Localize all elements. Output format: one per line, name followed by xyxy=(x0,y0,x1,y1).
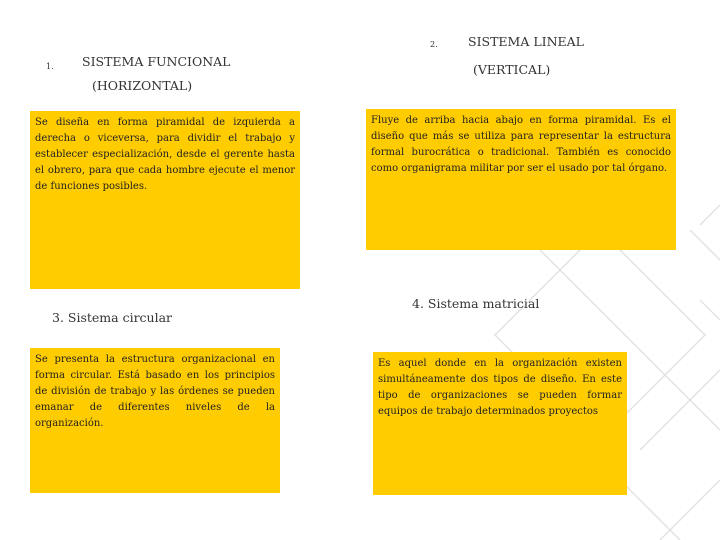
section-3-title: 3. Sistema circular xyxy=(52,310,173,325)
section-1-number: 1. xyxy=(46,62,54,71)
decorative-line-7 xyxy=(700,300,720,320)
section-1-title: SISTEMA FUNCIONAL xyxy=(82,54,231,69)
section-1-description: Se diseña en forma piramidal de izquierda a derecha o viceversa, para dividir el trabajo y establecer especialización, desde el gerente hasta el obrero, para que cada hombre ejecute el menor de funciones posibles. xyxy=(30,111,300,289)
section-4-description: Es aquel donde en la organización existen simultáneamente dos tipos de diseño. En este tipo de organizaciones se pueden formar equipos de trabajo determinados proyectos xyxy=(373,352,627,495)
section-2-number: 2. xyxy=(430,40,438,49)
decorative-line-4 xyxy=(640,370,720,450)
decorative-line-1 xyxy=(700,205,720,225)
section-1-subtitle: (HORIZONTAL) xyxy=(92,78,193,93)
section-2-subtitle: (VERTICAL) xyxy=(473,62,551,77)
decorative-line-6 xyxy=(660,480,720,540)
decorative-line-2 xyxy=(690,230,720,260)
section-4-title: 4. Sistema matricial xyxy=(412,296,540,311)
section-3-description: Se presenta la estructura organizacional en forma circular. Está basado en los principios de división de trabajo y las órdenes se pueden emanar de diferentes niveles de la organización. xyxy=(30,348,280,493)
section-2-description: Fluye de arriba hacia abajo en forma piramidal. Es el diseño que más se utiliza para representar la estructura formal burocrática o tradicional. También es conocido como organigrama militar por ser el usado por tal órgano. xyxy=(366,109,676,250)
section-2-title: SISTEMA LINEAL xyxy=(468,34,584,49)
